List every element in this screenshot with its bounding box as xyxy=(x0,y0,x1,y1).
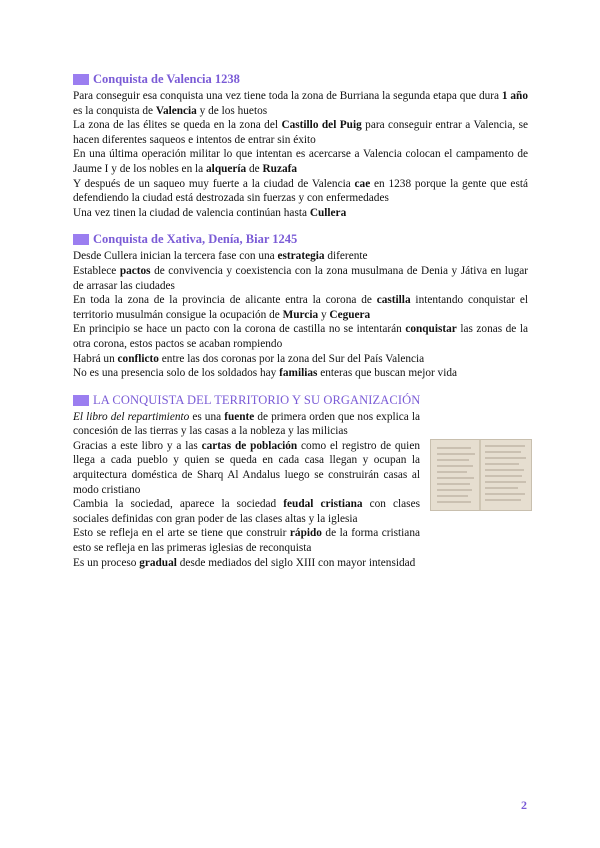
heading-marker xyxy=(73,395,89,406)
paragraph: El libro del repartimiento es una fuente de primera orden que nos explica la concesión de las tierras y las casas a la nobleza y las milicias xyxy=(73,410,420,438)
paragraph: En una última operación militar lo que intentan es acercarse a Valencia colocan el campamento de Jaume I y de los nobles en la alquería de Ruzafa xyxy=(73,148,528,175)
paragraph: En principio se hace un pacto con la corona de castilla no se intentarán conquistar las zonas de la otra corona, estos pactos se acaban rompiendo xyxy=(73,323,528,350)
paragraph: No es una presencia solo de los soldados hay familias enteras que buscan mejor vida xyxy=(73,367,458,380)
paragraph: Cambia la sociedad, aparece la sociedad feudal cristiana con clases sociales definidas con gran poder de las clases altas y la iglesia xyxy=(73,498,420,525)
paragraph: Para conseguir esa conquista una vez tiene toda la zona de Burriana la segunda etapa que dura 1 año es la conquista de Valencia y de los huetos xyxy=(73,90,528,117)
paragraph: Desde Cullera inician la tercera fase con una estrategia diferente xyxy=(73,250,368,263)
section3-body xyxy=(73,410,528,571)
heading-text: Conquista de Xativa, Denía, Biar 1245 xyxy=(93,232,298,247)
heading-text: Conquista de Valencia 1238 xyxy=(93,72,240,86)
document-page xyxy=(73,72,528,570)
paragraph: En toda la zona de la provincia de alicante entra la corona de castilla intentando conquistar el territorio musulmán consigue la ocupación de Murcia y Ceguera xyxy=(73,294,528,321)
page-number: 2 xyxy=(521,798,527,812)
paragraph: Habrá un conflicto entre las dos coronas por la zona del Sur del País Valencia xyxy=(73,352,425,365)
paragraph: La zona de las élites se queda en la zona del Castillo del Puig para conseguir entrar a Valencia, se hacen diferentes saqueos e intentos de entrar sin éxito xyxy=(73,119,529,146)
section-heading-territorio xyxy=(73,393,528,408)
paragraph: Gracias a este libro y a las cartas de población como el registro de quien llega a cada pueblo y quien se queda en cada casa llegan y ocupan la arquitectura doméstica de Sharq Al Andalus luego se construirán casas al modo cristiano xyxy=(73,439,420,496)
heading-text: LA CONQUISTA DEL TERRITORIO Y SU ORGANIZACIÓN xyxy=(93,392,421,407)
heading-marker xyxy=(73,234,89,245)
paragraph: Establece pactos de convivencia y coexistencia con la zona musulmana de Denia y Játiva en lugar de arrasar las ciudades xyxy=(73,264,528,292)
section-heading-xativa xyxy=(73,232,528,247)
heading-marker xyxy=(73,74,89,85)
paragraph: Una vez tinen la ciudad de valencia continúan hasta Cullera xyxy=(73,206,347,219)
paragraph: Esto se refleja en el arte se tiene que construir rápido de la forma cristiana esto se refleja en las primeras iglesias de reconquista xyxy=(73,527,420,555)
section-heading-valencia xyxy=(73,72,528,87)
paragraph: Es un proceso gradual desde mediados del siglo XIII con mayor intensidad xyxy=(73,556,416,569)
paragraph: Y después de un saqueo muy fuerte a la ciudad de Valencia cae en 1238 porque la gente que está defendiendo la ciudad está destrozada sin fuerzas y con enfermedades xyxy=(73,177,528,205)
manuscript-image xyxy=(430,439,532,511)
